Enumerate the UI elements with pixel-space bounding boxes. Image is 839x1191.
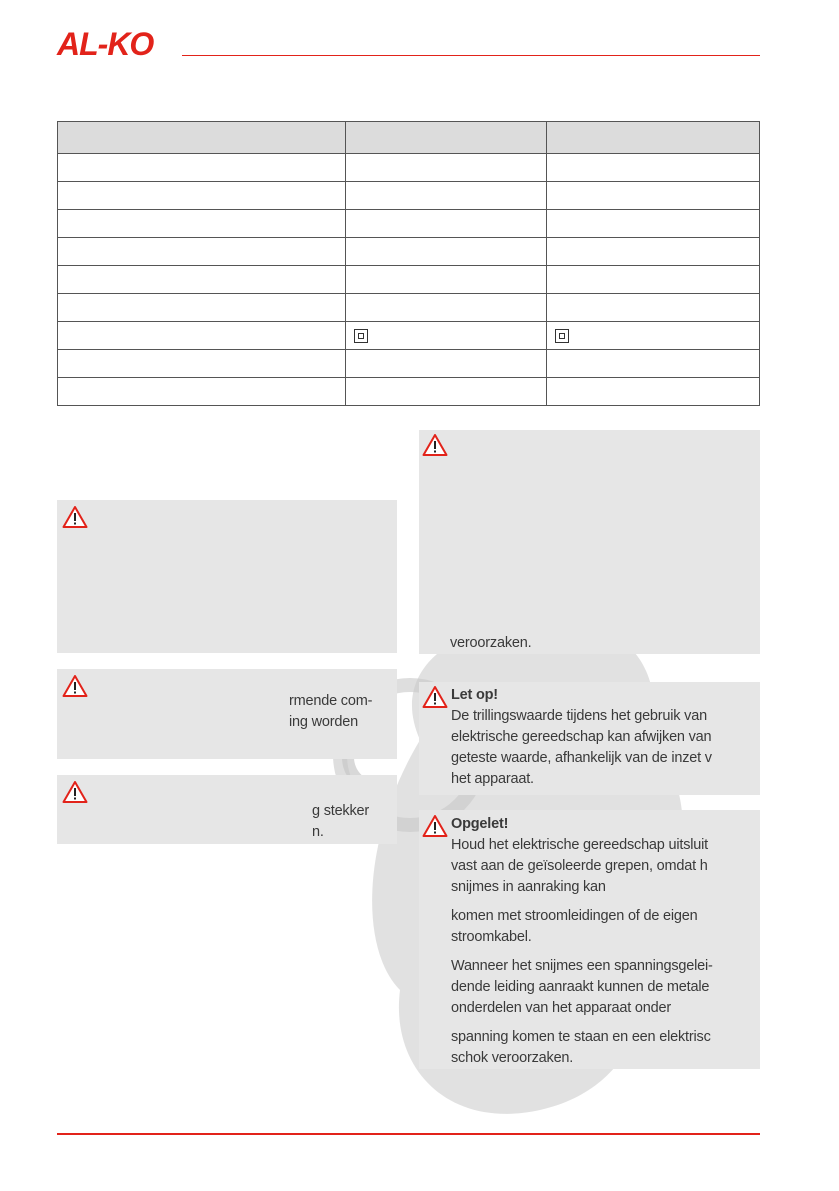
note-title: Let op! xyxy=(451,687,498,703)
table-cell xyxy=(345,210,547,238)
warning-triangle-icon xyxy=(62,505,88,529)
specification-table xyxy=(57,121,760,406)
warning-triangle-icon xyxy=(422,814,448,838)
header-rule xyxy=(182,55,760,56)
table-cell xyxy=(547,238,760,266)
warning-text xyxy=(312,801,396,843)
protection-class-ii-icon xyxy=(354,329,368,343)
warning-triangle-icon xyxy=(62,674,88,698)
table-cell xyxy=(58,294,346,322)
table-row xyxy=(58,182,760,210)
note-text xyxy=(451,685,759,790)
table-row xyxy=(58,154,760,182)
table-row xyxy=(58,378,760,406)
text-line: elektrische gereedschap kan afwijken van xyxy=(451,729,712,745)
text-line: n. xyxy=(312,824,324,840)
table-cell xyxy=(345,182,547,210)
table-cell xyxy=(547,350,760,378)
caution-box xyxy=(419,810,760,1069)
footer-rule xyxy=(57,1133,760,1135)
table-header-cell xyxy=(345,122,547,154)
text-line: spanning komen te staan en een elektrisc xyxy=(451,1029,711,1045)
warning-triangle-icon xyxy=(62,780,88,804)
text-line: veroorzaken. xyxy=(450,635,532,651)
warning-box xyxy=(57,500,397,653)
table-row xyxy=(58,210,760,238)
table-cell xyxy=(58,238,346,266)
table-cell xyxy=(547,182,760,210)
text-line: Wanneer het snijmes een spanningsgelei- xyxy=(451,958,713,974)
table-cell xyxy=(547,266,760,294)
table-cell xyxy=(547,322,760,350)
text-line: Houd het elektrische gereedschap uitsluit xyxy=(451,837,708,853)
warning-text xyxy=(289,691,395,733)
table-cell xyxy=(345,322,547,350)
warning-triangle-icon xyxy=(422,685,448,709)
text-line: snijmes in aanraking kan xyxy=(451,879,606,895)
table-row xyxy=(58,294,760,322)
table-cell xyxy=(58,154,346,182)
table-row xyxy=(58,350,760,378)
text-line: De trillingswaarde tijdens het gebruik van xyxy=(451,708,707,724)
table-header-cell xyxy=(547,122,760,154)
table-cell xyxy=(345,238,547,266)
text-line: komen met stroomleidingen of de eigen xyxy=(451,908,698,924)
warning-text xyxy=(450,633,730,654)
text-line: g stekker xyxy=(312,803,370,819)
text-line: geteste waarde, afhankelijk van de inzet v xyxy=(451,750,712,766)
table-cell xyxy=(547,154,760,182)
table-cell xyxy=(58,350,346,378)
table-cell xyxy=(547,294,760,322)
warning-box xyxy=(419,430,760,654)
table-cell xyxy=(58,322,346,350)
table-cell xyxy=(547,378,760,406)
table-cell xyxy=(345,350,547,378)
table-cell xyxy=(345,154,547,182)
text-line: dende leiding aanraakt kunnen de metale xyxy=(451,979,710,995)
table-cell xyxy=(345,378,547,406)
text-line: vast aan de geïsoleerde grepen, omdat h xyxy=(451,858,708,874)
table-row xyxy=(58,238,760,266)
table-cell xyxy=(58,210,346,238)
table-row xyxy=(58,266,760,294)
text-line: rmende com- xyxy=(289,693,373,709)
warning-box xyxy=(57,775,397,844)
text-line: ing worden xyxy=(289,714,358,730)
table-cell xyxy=(345,294,547,322)
text-line: schok veroorzaken. xyxy=(451,1050,574,1066)
warning-triangle-icon xyxy=(422,433,448,457)
logo-text: AL-KO xyxy=(57,26,154,62)
table-cell xyxy=(58,266,346,294)
note-box xyxy=(419,682,760,795)
table-cell xyxy=(345,266,547,294)
text-line: onderdelen van het apparaat onder xyxy=(451,1000,671,1016)
protection-class-ii-icon xyxy=(555,329,569,343)
text-line: het apparaat. xyxy=(451,771,534,787)
text-line: stroomkabel. xyxy=(451,929,532,945)
table-header-row xyxy=(58,122,760,154)
table-row xyxy=(58,322,760,350)
table-cell xyxy=(58,378,346,406)
table-cell xyxy=(547,210,760,238)
warning-box xyxy=(57,669,397,759)
caution-title: Opgelet! xyxy=(451,816,509,832)
table-header-cell xyxy=(58,122,346,154)
table-cell xyxy=(58,182,346,210)
caution-text xyxy=(451,814,759,1069)
alko-logo xyxy=(57,27,177,61)
